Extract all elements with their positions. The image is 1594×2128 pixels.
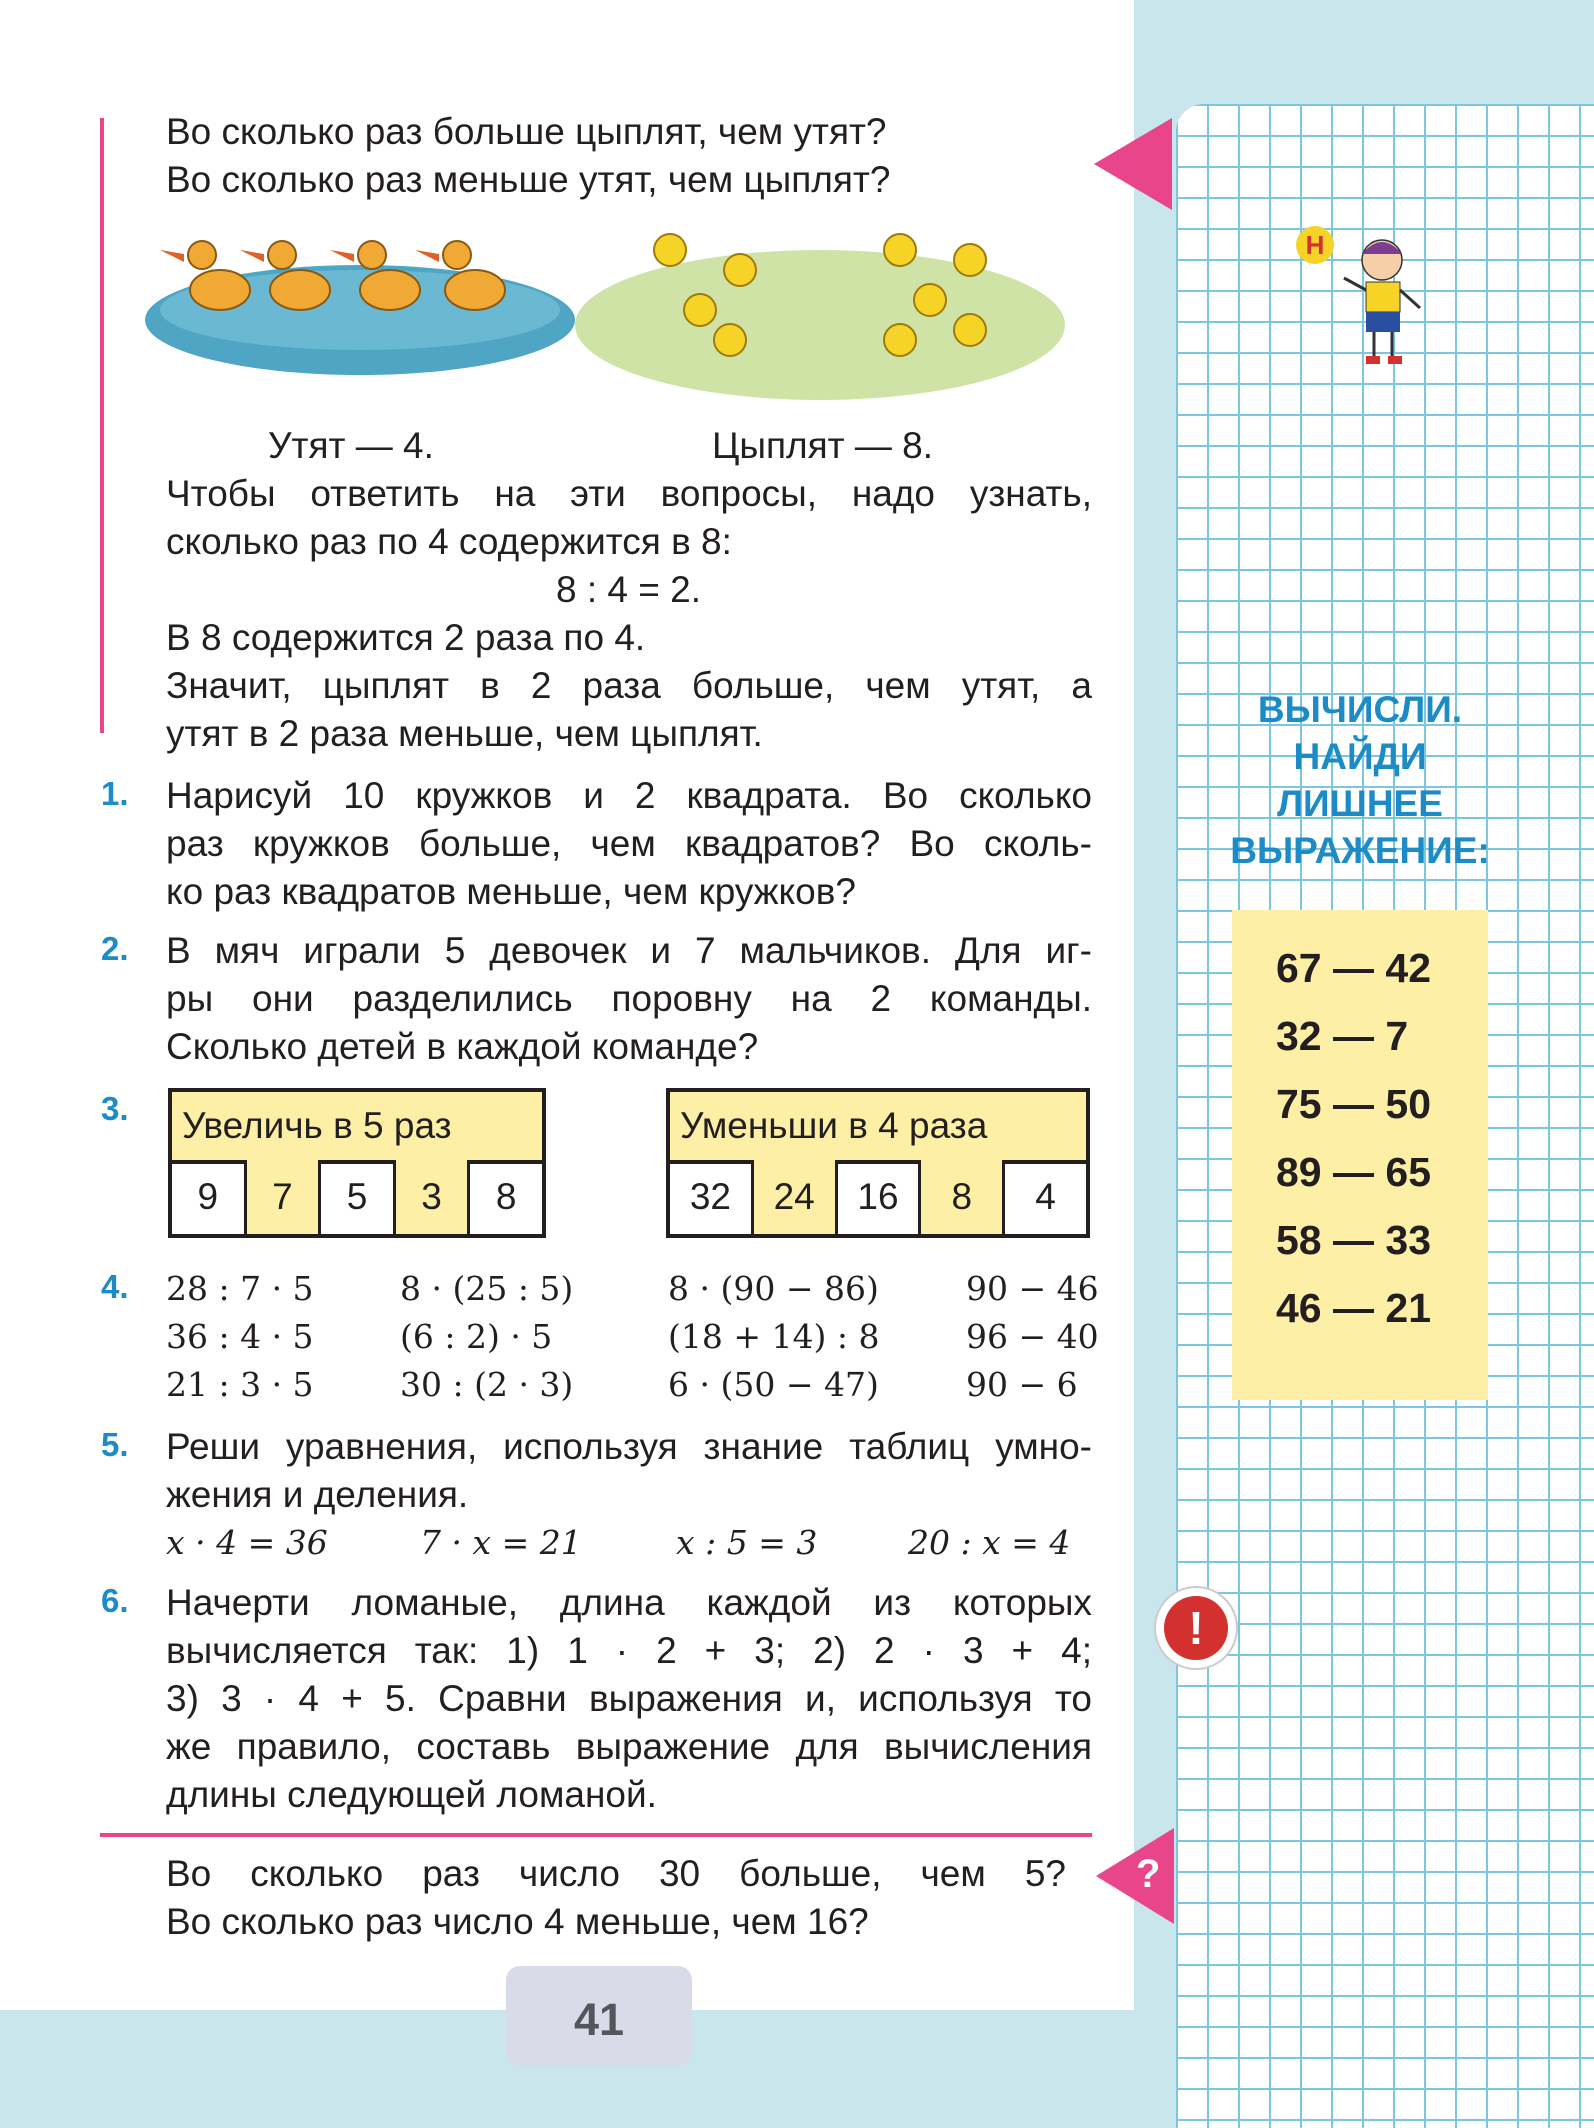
equation: x · 4 = 36 [166, 1523, 328, 1562]
sidebar-title-1: ВЫЧИСЛИ. [1257, 689, 1463, 730]
equation: x : 5 = 3 [676, 1523, 818, 1562]
sidebar-title-3: ЛИШНЕЕ [1277, 783, 1443, 824]
task-2-number: 2. [101, 930, 129, 967]
intro-question-2: Во сколько раз меньше утят, чем цыплят? [166, 159, 891, 200]
expression: 90 − 6 [966, 1365, 1078, 1404]
task-5-number: 5. [101, 1426, 129, 1463]
expression: 8 · (90 − 86) [668, 1269, 879, 1308]
pink-divider [100, 1833, 1092, 1837]
table-cell: 8 [918, 1160, 1002, 1234]
expression: 36 : 4 · 5 [166, 1317, 314, 1356]
decrease-table-cells [666, 1160, 1090, 1238]
sidebar-expression: 67 — 42 [1276, 945, 1431, 991]
pink-pointer-bottom [1096, 1828, 1174, 1924]
task-5-line-1: Реши уравнения, используя знание таблиц умно- [166, 1426, 1092, 1467]
task-3-number: 3. [101, 1090, 129, 1127]
sidebar-expression: 75 — 50 [1276, 1081, 1431, 1127]
footer-question-2: Во сколько раз число 4 меньше, чем 16? [166, 1901, 869, 1942]
task-1-number: 1. [101, 775, 129, 812]
intro-question-1: Во сколько раз больше цыплят, чем утят? [166, 111, 887, 152]
task-4-number: 4. [101, 1268, 129, 1305]
intro-line-5: утят в 2 раза меньше, чем цыплят. [166, 713, 763, 754]
task-6-line-5: длины следующей ломаной. [166, 1774, 657, 1815]
intro-line-1: Чтобы ответить на эти вопросы, надо узнать, [166, 473, 1092, 514]
task-1-line-2: раз кружков больше, чем квадратов? Во сколь- [166, 823, 1092, 864]
footer-question-1: Во сколько раз число 30 больше, чем 5? [166, 1853, 1066, 1894]
task-2-line-3: Сколько детей в каждой команде? [166, 1026, 759, 1067]
task-6-line-4: же правило, составь выражение для вычисления [166, 1726, 1092, 1767]
task-2-line-2: ры они разделились поровну на 2 команды. [166, 978, 1092, 1019]
decrease-table-header: Уменьши в 4 раза [666, 1088, 1090, 1164]
task-6-line-1: Начерти ломаные, длина каждой из которых [166, 1582, 1092, 1623]
expression: 8 · (25 : 5) [400, 1269, 574, 1308]
sidebar-expression: 32 — 7 [1276, 1013, 1409, 1059]
intro-line-2: сколько раз по 4 содержится в 8: [166, 521, 732, 562]
pink-margin-bar [100, 118, 104, 733]
table-cell: 9 [197, 1176, 219, 1217]
sidebar-expression: 89 — 65 [1276, 1149, 1431, 1195]
exclamation-icon: ! [1164, 1596, 1228, 1660]
intro-line-4: Значит, цыплят в 2 раза больше, чем утят, а [166, 665, 1092, 706]
table-cell: 7 [244, 1160, 319, 1234]
increase-table-header: Увеличь в 5 раз [168, 1088, 546, 1164]
ducks-caption: Утят — 4. [268, 425, 434, 466]
task-6-number: 6. [101, 1582, 129, 1619]
pink-pointer-top [1094, 118, 1172, 210]
sidebar-expression: 58 — 33 [1276, 1217, 1431, 1263]
expression: (18 + 14) : 8 [668, 1317, 880, 1356]
task-1-line-3: ко раз квадратов меньше, чем кружков? [166, 871, 856, 912]
question-icon: ? [1136, 1852, 1161, 1896]
expression: 90 − 46 [966, 1269, 1099, 1308]
equation: 20 : x = 4 [908, 1523, 1071, 1562]
sidebar-title-4: ВЫРАЖЕНИЕ: [1230, 830, 1490, 871]
intro-formula: 8 : 4 = 2. [556, 569, 702, 610]
sidebar-expression: 46 — 21 [1276, 1285, 1431, 1331]
page-number: 41 [506, 1966, 692, 2066]
chicks-illustration [570, 210, 1070, 410]
increase-table-cells [168, 1160, 546, 1238]
intro-line-3: В 8 содержится 2 раза по 4. [166, 617, 646, 658]
boy-character-icon [1330, 230, 1440, 370]
table-cell: 32 [689, 1176, 731, 1217]
expression: 21 : 3 · 5 [166, 1365, 314, 1404]
expression: 30 : (2 · 3) [400, 1365, 574, 1404]
expression: 96 − 40 [966, 1317, 1099, 1356]
table-cell: 5 [318, 1160, 393, 1234]
table-cell: 8 [467, 1160, 542, 1234]
equation: 7 · x = 21 [420, 1523, 582, 1562]
expression: 28 : 7 · 5 [166, 1269, 314, 1308]
task-5-line-2: жения и деления. [166, 1474, 469, 1515]
ducks-illustration [140, 210, 580, 380]
table-cell: 4 [1002, 1160, 1086, 1234]
expression: 6 · (50 − 47) [668, 1365, 879, 1404]
table-cell: 16 [835, 1160, 919, 1234]
task-1-line-1: Нарисуй 10 кружков и 2 квадрата. Во сколько [166, 775, 1092, 816]
task-6-line-3: 3) 3 · 4 + 5. Сравни выражения и, используя то [166, 1678, 1092, 1719]
table-cell: 3 [393, 1160, 468, 1234]
table-cell: 24 [751, 1160, 835, 1234]
task-6-line-2: вычисляется так: 1) 1 · 2 + 3; 2) 2 · 3 + 4; [166, 1630, 1092, 1671]
task-2-line-1: В мяч играли 5 девочек и 7 мальчиков. Для иг- [166, 930, 1092, 971]
chicks-caption: Цыплят — 8. [712, 425, 933, 466]
sidebar-title-2: НАЙДИ [1293, 736, 1427, 777]
hint-badge-icon: Н [1296, 226, 1334, 264]
expression: (6 : 2) · 5 [400, 1317, 553, 1356]
